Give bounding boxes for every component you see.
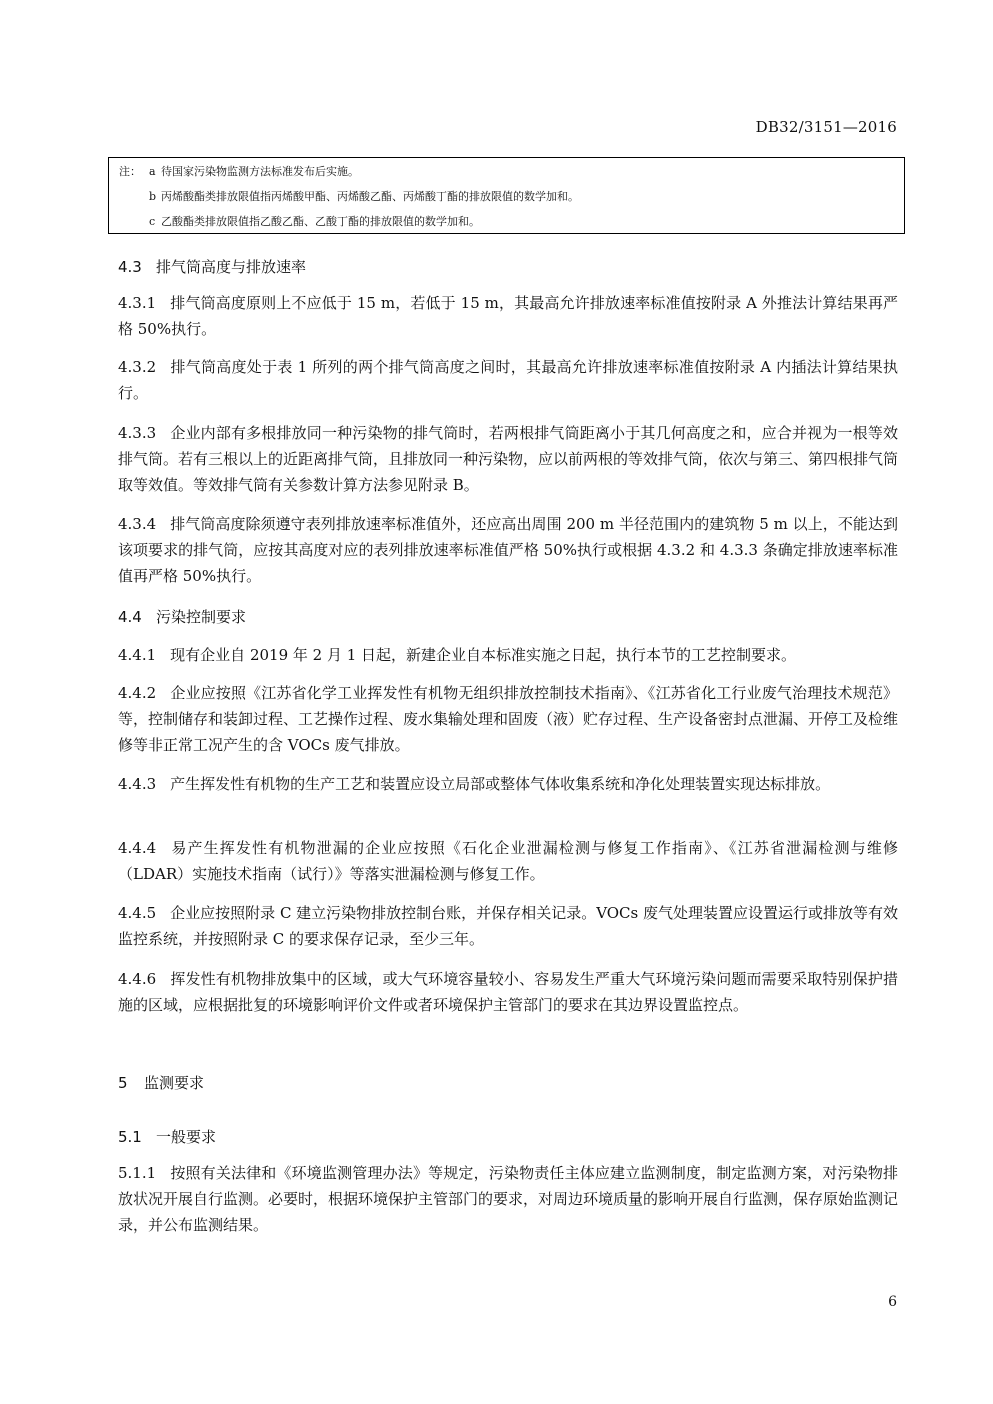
standard-code: DB32/3151—2016 (755, 118, 897, 136)
clause-text: 现有企业自 2019 年 2 月 1 日起，新建企业自本标准实施之日起，执行本节的工艺控制要求。 (170, 646, 797, 664)
clause-number: 4.4.5 (118, 904, 157, 922)
note-a (119, 165, 359, 178)
clause-4-4-2 (118, 680, 898, 758)
clause-text: 排气筒高度除须遵守表列排放速率标准值外，还应高出周围 200 m 半径范围内的建筑物 5 m 以上，不能达到该项要求的排气筒，应按其高度对应的表列排放速率标准值严格 50%执行或根据 4.3.2 和 4.3.3 条确定排放速率标准值再严格 50%执行。 (118, 515, 898, 585)
clause-text: 产生挥发性有机物的生产工艺和装置应设立局部或整体气体收集系统和净化处理装置实现达标排放。 (170, 775, 831, 793)
clause-4-4-4 (118, 835, 898, 887)
section-heading-4-3 (118, 256, 306, 277)
page-number: 6 (888, 1294, 897, 1310)
clause-5-1-1 (118, 1160, 898, 1238)
clause-4-3-4 (118, 511, 898, 589)
note-marker: c (149, 215, 156, 228)
clause-4-3-3 (118, 420, 898, 498)
note-marker: b (149, 190, 157, 203)
clause-text: 企业应按照附录 C 建立污染物排放控制台账，并保存相关记录。VOCs 废气处理装置应设置运行或排放等有效监控系统，并按照附录 C 的要求保存记录，至少三年。 (118, 904, 898, 948)
clause-number: 4.4.1 (118, 646, 157, 664)
table-notes (108, 157, 905, 234)
section-number: 4.4 (118, 608, 142, 626)
clause-text: 易产生挥发性有机物泄漏的企业应按照《石化企业泄漏检测与修复工作指南》、《江苏省泄漏检测与维修（LDAR）实施技术指南（试行）》等落实泄漏检测与修复工作。 (118, 839, 898, 883)
section-number: 5 (118, 1074, 128, 1092)
note-marker: a (149, 165, 156, 178)
note-b (119, 190, 579, 203)
section-title: 监测要求 (144, 1074, 205, 1092)
clause-number: 4.3.2 (118, 358, 157, 376)
clause-number: 4.3.3 (118, 424, 157, 442)
clause-4-4-6 (118, 966, 898, 1018)
note-c (119, 215, 480, 228)
clause-4-4-3 (118, 771, 898, 797)
note-text: 待国家污染物监测方法标准发布后实施。 (161, 165, 359, 178)
clause-number: 4.4.4 (118, 839, 157, 857)
section-number: 4.3 (118, 258, 142, 276)
clause-4-4-1 (118, 642, 898, 668)
section-heading-4-4 (118, 606, 246, 627)
section-title: 排气筒高度与排放速率 (156, 258, 307, 276)
section-title: 污染控制要求 (156, 608, 247, 626)
clause-number: 4.3.1 (118, 294, 157, 312)
clause-text: 按照有关法律和《环境监测管理办法》等规定，污染物责任主体应建立监测制度，制定监测方案，对污染物排放状况开展自行监测。必要时，根据环境保护主管部门的要求，对周边环境质量的影响开展自行监测，保存原始监测记录，并公布监测结果。 (118, 1164, 899, 1234)
note-text: 乙酸酯类排放限值指乙酸乙酯、乙酸丁酯的排放限值的数学加和。 (161, 215, 480, 228)
clause-number: 4.4.2 (118, 684, 157, 702)
clause-number: 4.3.4 (118, 515, 157, 533)
clause-number: 5.1.1 (118, 1164, 157, 1182)
section-title: 一般要求 (156, 1128, 217, 1146)
clause-text: 排气筒高度处于表 1 所列的两个排气筒高度之间时，其最高允许排放速率标准值按附录 A 内插法计算结果执行。 (118, 358, 898, 402)
clause-text: 排气筒高度原则上不应低于 15 m，若低于 15 m，其最高允许排放速率标准值按附录 A 外推法计算结果再严格 50%执行。 (118, 294, 898, 338)
clause-text: 企业内部有多根排放同一种污染物的排气筒时，若两根排气筒距离小于其几何高度之和，应合并视为一根等效排气筒。若有三根以上的近距离排气筒，且排放同一种污染物，应以前两根的等效排气筒，依次与第三、第四根排气筒取等效值。等效排气筒有关参数计算方法参见附录 B。 (118, 424, 899, 494)
clause-4-3-1 (118, 290, 898, 342)
note-text: 丙烯酸酯类排放限值指丙烯酸甲酯、丙烯酸乙酯、丙烯酸丁酯的排放限值的数学加和。 (161, 190, 579, 203)
section-heading-5-1 (118, 1126, 216, 1147)
clause-text: 挥发性有机物排放集中的区域，或大气环境容量较小、容易发生严重大气环境污染问题而需要采取特别保护措施的区域，应根据批复的环境影响评价文件或者环境保护主管部门的要求在其边界设置监控点。 (118, 970, 898, 1014)
section-heading-5 (118, 1072, 204, 1093)
clause-text: 企业应按照《江苏省化学工业挥发性有机物无组织排放控制技术指南》、《江苏省化工行业废气治理技术规范》等，控制储存和装卸过程、工艺操作过程、废水集输处理和固废（液）贮存过程、生产设备密封点泄漏、开停工及检维修等非正常工况产生的含 VOCs 废气排放。 (118, 684, 899, 754)
clause-4-4-5 (118, 900, 898, 952)
clause-number: 4.4.3 (118, 775, 157, 793)
clause-4-3-2 (118, 354, 898, 406)
clause-number: 4.4.6 (118, 970, 157, 988)
note-prefix: 注： (119, 165, 141, 178)
section-number: 5.1 (118, 1128, 142, 1146)
